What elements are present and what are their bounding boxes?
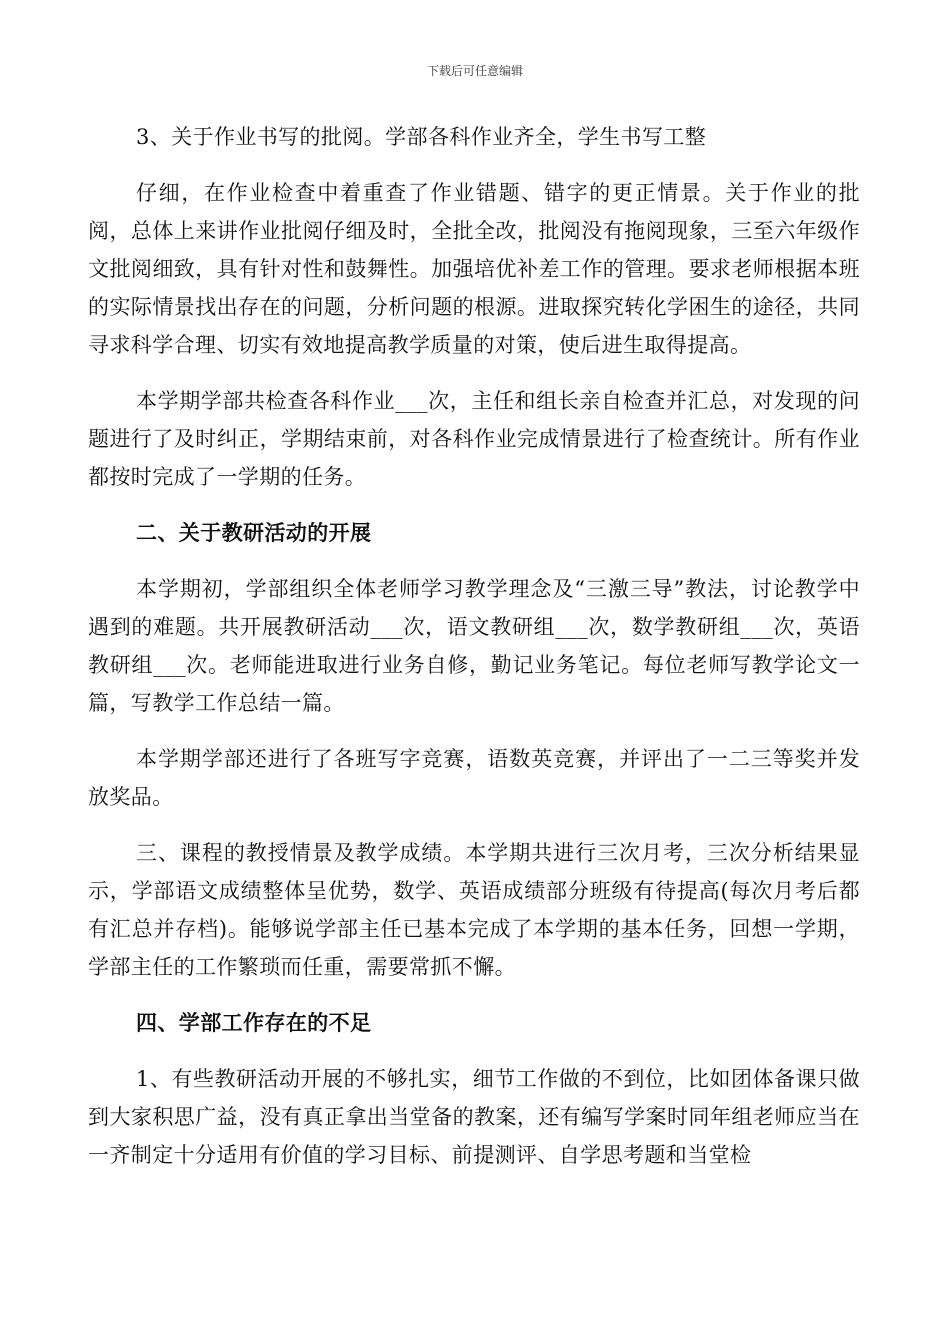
paragraph-course-results: 三、课程的教授情景及教学成绩。本学期共进行三次月考，三次分析结果显示，学部语文成绩整体呈优势，数学、英语成绩部分班级有待提高(每次月考后都有汇总并存档)。能够说学部主任已基本完成了本学期的基本任务，回想一学期，学部主任的工作繁琐而任重，需要常抓不懈。 [88,841,860,979]
paragraph-competitions: 本学期学部还进行了各班写字竞赛，语数英竞赛，并评出了一二三等奖并发放奖品。 [88,747,860,809]
document-body [88,118,860,1192]
page-header: 下载后可任意编辑 [426,64,523,78]
paragraph-teaching-research: 本学期初，学部组织全体老师学习教学理念及“三激三导”教法，讨论教学中遇到的难题。共开展教研活动___次，语文教研组___次，数学教研组___次，英语教研组___次。老师能进取进行业务自修，勤记业务笔记。每位老师写教学论文一篇，写教学工作总结一篇。 [88,577,860,715]
section-heading-shortcomings: 四、学部工作存在的不足 [136,1010,372,1035]
paragraph-homework-review-intro: 3、关于作业书写的批阅。学部各科作业齐全，学生书写工整 [136,125,707,149]
paragraph-homework-check-count: 本学期学部共检查各科作业___次，主任和组长亲自检查并汇总，对发现的问题进行了及时纠正，学期结束前，对各科作业完成情景进行了检查统计。所有作业都按时完成了一学期的任务。 [88,389,860,489]
section-heading-teaching-research: 二、关于教研活动的开展 [136,520,372,545]
paragraph-homework-review-detail: 仔细，在作业检查中着重查了作业错题、错字的更正情景。关于作业的批阅，总体上来讲作业批阅仔细及时，全批全改，批阅没有拖阅现象，三至六年级作文批阅细致，具有针对性和鼓舞性。加强培优补差工作的管理。要求老师根据本班的实际情景找出存在的问题，分析问题的根源。进取探究转化学困生的途径，共同寻求科学合理、切实有效地提高教学质量的对策，使后进生取得提高。 [88,181,860,357]
paragraph-shortcoming-1: 1、有些教研活动开展的不够扎实，细节工作做的不到位，比如团体备课只做到大家积思广益，没有真正拿出当堂备的教案，还有编写学案时同年组老师应当在一齐制定十分适用有价值的学习目标、前提测评、自学思考题和当堂检 [88,1067,860,1167]
